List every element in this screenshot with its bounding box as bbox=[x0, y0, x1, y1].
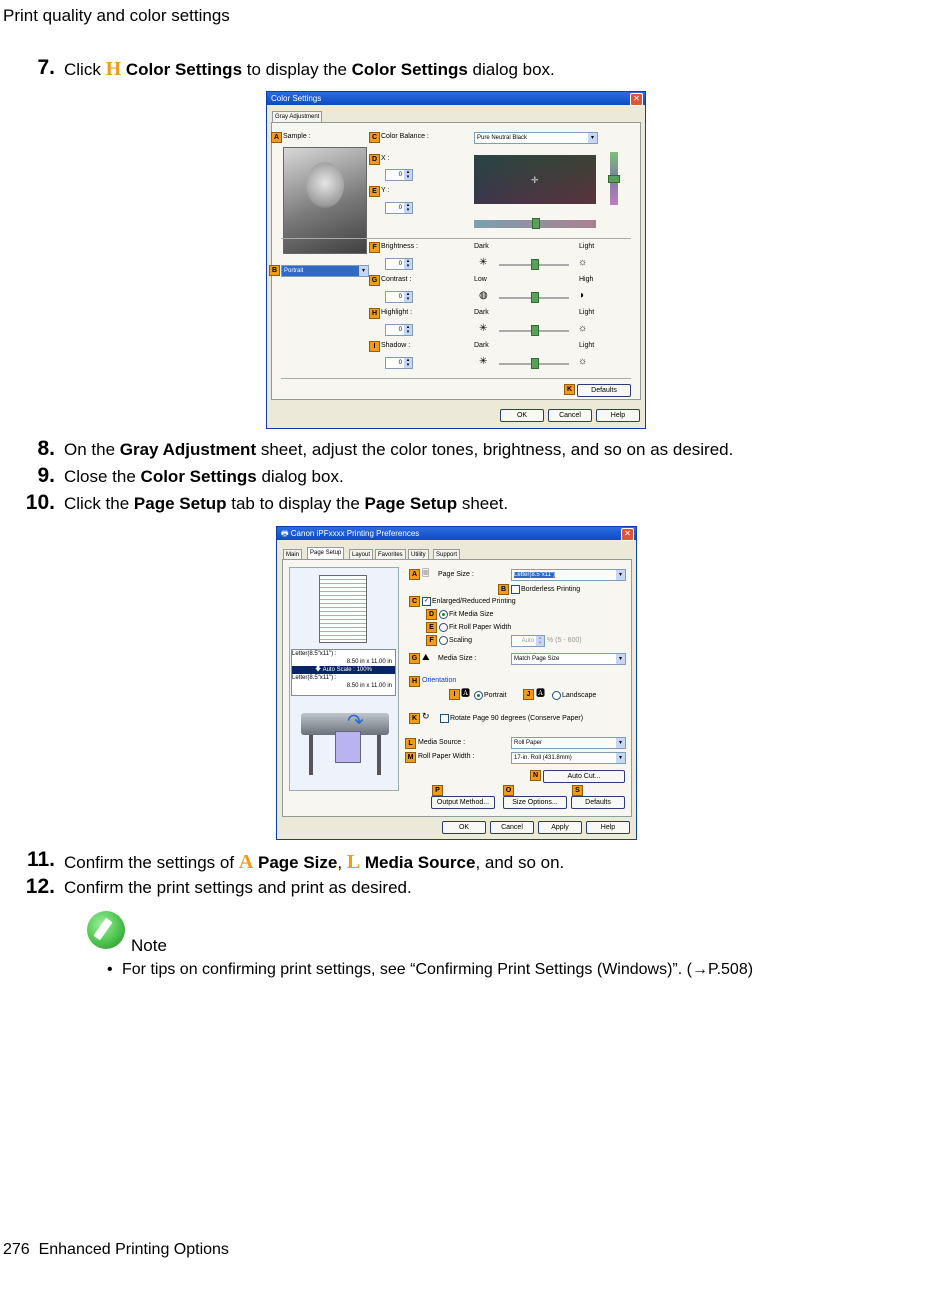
marker-f: F bbox=[369, 242, 380, 253]
tab-gray-adjustment[interactable]: Gray Adjustment bbox=[272, 111, 322, 122]
marker-c: C bbox=[409, 596, 420, 607]
highlight-light-label: Light bbox=[579, 309, 595, 316]
page-header: Print quality and color settings bbox=[3, 6, 230, 25]
apply-button[interactable]: Apply bbox=[538, 821, 582, 834]
scaling-radio[interactable] bbox=[439, 636, 448, 645]
page-preview bbox=[319, 575, 367, 643]
x-label: X : bbox=[381, 155, 390, 162]
y-spinner[interactable]: 0 ▴ ▾ bbox=[385, 202, 413, 214]
help-button[interactable]: Help bbox=[596, 409, 640, 422]
contrast-spinner[interactable]: 0 ▴ ▾ bbox=[385, 291, 413, 303]
y-label: Y : bbox=[381, 187, 390, 194]
marker-h: H bbox=[409, 676, 420, 687]
marker-l: L bbox=[405, 738, 416, 749]
auto-cut-button[interactable]: Auto Cut... bbox=[543, 770, 625, 783]
marker-b: B bbox=[269, 265, 280, 276]
scaling-label: Scaling bbox=[449, 637, 472, 644]
marker-letter: H bbox=[105, 58, 122, 80]
enlarged-label: Enlarged/Reduced Printing bbox=[432, 598, 516, 605]
paper-sheet bbox=[335, 731, 361, 763]
marker-p: P bbox=[432, 785, 443, 796]
defaults-button[interactable]: Defaults bbox=[577, 384, 631, 397]
printer-leg bbox=[377, 735, 381, 775]
shadow-thumb[interactable] bbox=[531, 358, 539, 369]
brightness-light-label: Light bbox=[579, 243, 595, 250]
step-number: 8. bbox=[37, 437, 55, 460]
fit-media-label: Fit Media Size bbox=[449, 611, 494, 618]
contrast-high-label: High bbox=[579, 276, 594, 283]
highlight-label: Highlight : bbox=[381, 309, 413, 316]
divider bbox=[281, 238, 631, 239]
contrast-low-label: Low bbox=[474, 276, 487, 283]
marker-o: O bbox=[503, 785, 514, 796]
sample-label: Sample : bbox=[283, 133, 311, 140]
scaling-range: % (5 - 600) bbox=[547, 637, 582, 644]
pencil-shape bbox=[93, 918, 112, 941]
arrow-down-icon: 🡇 bbox=[315, 667, 323, 673]
rotate-checkbox[interactable] bbox=[440, 714, 449, 723]
page-size-label: Page Size : bbox=[438, 571, 474, 578]
marker-d: D bbox=[369, 154, 380, 165]
marker-letter: L bbox=[346, 851, 361, 873]
tab-support[interactable]: Support bbox=[433, 549, 460, 560]
marker-k: K bbox=[564, 384, 575, 395]
dialog-title: 🖶 Canon iPFxxxx Printing Preferences bbox=[277, 527, 636, 540]
marker-n: N bbox=[530, 770, 541, 781]
printer-illustration bbox=[301, 705, 389, 779]
marker-letter: A bbox=[238, 851, 254, 873]
sun-bright-icon: ☼ bbox=[578, 323, 588, 334]
media-size-icon: ⛰ bbox=[422, 652, 430, 662]
portrait-label: Portrait bbox=[484, 692, 507, 699]
marker-a: A bbox=[271, 132, 282, 143]
borderless-label: Borderless Printing bbox=[521, 586, 581, 593]
cancel-button[interactable]: Cancel bbox=[548, 409, 592, 422]
vertical-slider-thumb[interactable] bbox=[608, 175, 620, 183]
color-balance-label: Color Balance : bbox=[381, 133, 429, 140]
horizontal-slider-thumb[interactable] bbox=[532, 218, 540, 229]
step-text: Confirm the settings of A Page Size, L Media Source, and so on. bbox=[64, 851, 565, 873]
portrait-radio[interactable] bbox=[474, 691, 483, 700]
marker-a: A bbox=[409, 569, 420, 580]
cancel-button[interactable]: Cancel bbox=[490, 821, 534, 834]
contrast-high-icon: ◑ bbox=[578, 290, 585, 301]
landscape-radio[interactable] bbox=[552, 691, 561, 700]
fit-media-radio[interactable] bbox=[439, 610, 448, 619]
landscape-label: Landscape bbox=[562, 692, 597, 699]
orientation-label: Orientation bbox=[422, 677, 457, 684]
enlarged-checkbox[interactable]: ✓ bbox=[423, 598, 430, 604]
step-text: On the Gray Adjustment sheet, adjust the color tones, brightness, and so on as desired. bbox=[64, 440, 734, 459]
divider bbox=[281, 378, 631, 379]
marker-h: H bbox=[369, 308, 380, 319]
tab-utility[interactable]: Utility bbox=[408, 549, 429, 560]
defaults-button[interactable]: Defaults bbox=[571, 796, 625, 809]
roll-width-select[interactable]: 17-in. Roll (431.8mm) ▾ bbox=[511, 752, 626, 764]
output-method-button[interactable]: Output Method... bbox=[431, 796, 495, 809]
printer-leg bbox=[309, 735, 313, 775]
info-line: 🡇 Auto Scale : 100% bbox=[292, 666, 395, 674]
highlight-dark-label: Dark bbox=[474, 309, 489, 316]
sun-dim-icon: ✳ bbox=[479, 257, 488, 268]
borderless-checkbox[interactable] bbox=[511, 585, 520, 594]
media-source-select[interactable]: Roll Paper ▾ bbox=[511, 737, 626, 749]
info-line: 8.50 in x 11.00 in bbox=[346, 683, 392, 689]
marker-j: J bbox=[523, 689, 534, 700]
step-text: Click the Page Setup tab to display the Page Setup sheet. bbox=[64, 494, 509, 513]
step-number: 9. bbox=[37, 464, 55, 487]
ok-button[interactable]: OK bbox=[442, 821, 486, 834]
contrast-label: Contrast : bbox=[381, 276, 412, 283]
tab-layout[interactable]: Layout bbox=[349, 549, 373, 560]
ok-button[interactable]: OK bbox=[500, 409, 544, 422]
crosshair-icon: ✛ bbox=[531, 175, 539, 185]
step-number: 10. bbox=[25, 491, 55, 514]
highlight-spinner[interactable]: 0 ▴ ▾ bbox=[385, 324, 413, 336]
marker-m: M bbox=[405, 752, 416, 763]
face-shape bbox=[306, 162, 344, 208]
rotate-label: Rotate Page 90 degrees (Conserve Paper) bbox=[450, 715, 584, 722]
marker-b: B bbox=[498, 584, 509, 595]
media-size-select[interactable]: Match Page Size ▾ bbox=[511, 653, 626, 665]
page-size-icon: 🗏 bbox=[422, 568, 430, 578]
color-balance-field[interactable] bbox=[474, 155, 596, 204]
step-number: 7. bbox=[37, 56, 55, 79]
size-options-button[interactable]: Size Options... bbox=[503, 796, 567, 809]
info-line: 8.50 in x 11.00 in bbox=[346, 659, 392, 665]
step-text: Click H Color Settings to display the Color Settings dialog box. bbox=[64, 58, 555, 80]
tab-page-setup[interactable]: Page Setup bbox=[307, 547, 344, 560]
page-size-select[interactable]: Letter(8.5"x11") ▾ bbox=[511, 569, 626, 581]
landscape-icon: 🅰 bbox=[536, 688, 546, 698]
shadow-label: Shadow : bbox=[381, 342, 411, 349]
contrast-low-icon: ◍ bbox=[479, 290, 488, 301]
marker-c: C bbox=[369, 132, 380, 143]
brightness-dark-label: Dark bbox=[474, 243, 489, 250]
note-text: For tips on confirming print settings, see “Confirming Print Settings (Windows)”. (→P.508) bbox=[122, 961, 754, 978]
fit-roll-radio[interactable] bbox=[439, 623, 448, 632]
brightness-label: Brightness : bbox=[381, 243, 418, 250]
step-number: 11. bbox=[26, 848, 55, 871]
marker-i: I bbox=[369, 341, 380, 352]
note-label: Note bbox=[131, 936, 167, 955]
fit-roll-label: Fit Roll Paper Width bbox=[449, 624, 512, 631]
step-number: 12. bbox=[25, 875, 55, 898]
marker-e: E bbox=[426, 622, 437, 633]
note-pencil-icon bbox=[87, 911, 125, 949]
brightness-thumb[interactable] bbox=[531, 259, 539, 270]
marker-g: G bbox=[409, 653, 420, 664]
brightness-spinner[interactable]: 0 ▴ ▾ bbox=[385, 258, 413, 270]
rotate-arrow-icon: ↷ bbox=[347, 711, 364, 733]
step-text: Close the Color Settings dialog box. bbox=[64, 467, 344, 486]
portrait-icon: 🅰 bbox=[461, 688, 471, 698]
marker-k: K bbox=[409, 713, 420, 724]
info-line: Letter(8.5"x11") : bbox=[292, 675, 337, 681]
color-balance-select[interactable]: Pure Neutral Black ▾ bbox=[474, 132, 598, 144]
close-icon[interactable]: ✕ bbox=[621, 528, 634, 541]
page-info-box bbox=[291, 649, 396, 696]
sample-select[interactable]: Portrait ▾ bbox=[281, 265, 369, 277]
sun-bright-icon: ☼ bbox=[578, 356, 588, 367]
marker-i: I bbox=[449, 689, 460, 700]
marker-f: F bbox=[426, 635, 437, 646]
sun-dim-icon: ✳ bbox=[479, 323, 488, 334]
tab-main[interactable]: Main bbox=[283, 549, 302, 560]
marker-e: E bbox=[369, 186, 380, 197]
media-size-label: Media Size : bbox=[438, 655, 477, 662]
shadow-dark-label: Dark bbox=[474, 342, 489, 349]
x-spinner[interactable]: 0 ▴ ▾ bbox=[385, 169, 413, 181]
sun-bright-icon: ☼ bbox=[578, 257, 588, 268]
marker-d: D bbox=[426, 609, 437, 620]
color-settings-dialog bbox=[266, 91, 646, 429]
step-text: Confirm the print settings and print as desired. bbox=[64, 878, 412, 897]
marker-g: G bbox=[369, 275, 380, 286]
info-line: Letter(8.5"x11") : bbox=[292, 651, 337, 657]
rotate-page-icon: ↻ bbox=[422, 711, 430, 721]
printer-icon: 🖶 bbox=[281, 529, 291, 538]
note-bullet: • bbox=[107, 961, 113, 978]
tab-favorites[interactable]: Favorites bbox=[375, 549, 406, 560]
marker-s: S bbox=[572, 785, 583, 796]
scaling-spinner[interactable]: Auto ▴ ▾ bbox=[511, 635, 545, 647]
contrast-thumb[interactable] bbox=[531, 292, 539, 303]
shadow-light-label: Light bbox=[579, 342, 595, 349]
sun-dim-icon: ✳ bbox=[479, 356, 488, 367]
close-icon[interactable]: ✕ bbox=[630, 93, 643, 106]
shadow-spinner[interactable]: 0 ▴ ▾ bbox=[385, 357, 413, 369]
page-footer: 276 Enhanced Printing Options bbox=[3, 1241, 229, 1258]
dialog-title: Color Settings bbox=[267, 92, 645, 105]
help-button[interactable]: Help bbox=[586, 821, 630, 834]
roll-width-label: Roll Paper Width : bbox=[418, 753, 475, 760]
media-source-label: Media Source : bbox=[418, 739, 466, 746]
printing-preferences-dialog bbox=[276, 526, 637, 840]
highlight-thumb[interactable] bbox=[531, 325, 539, 336]
